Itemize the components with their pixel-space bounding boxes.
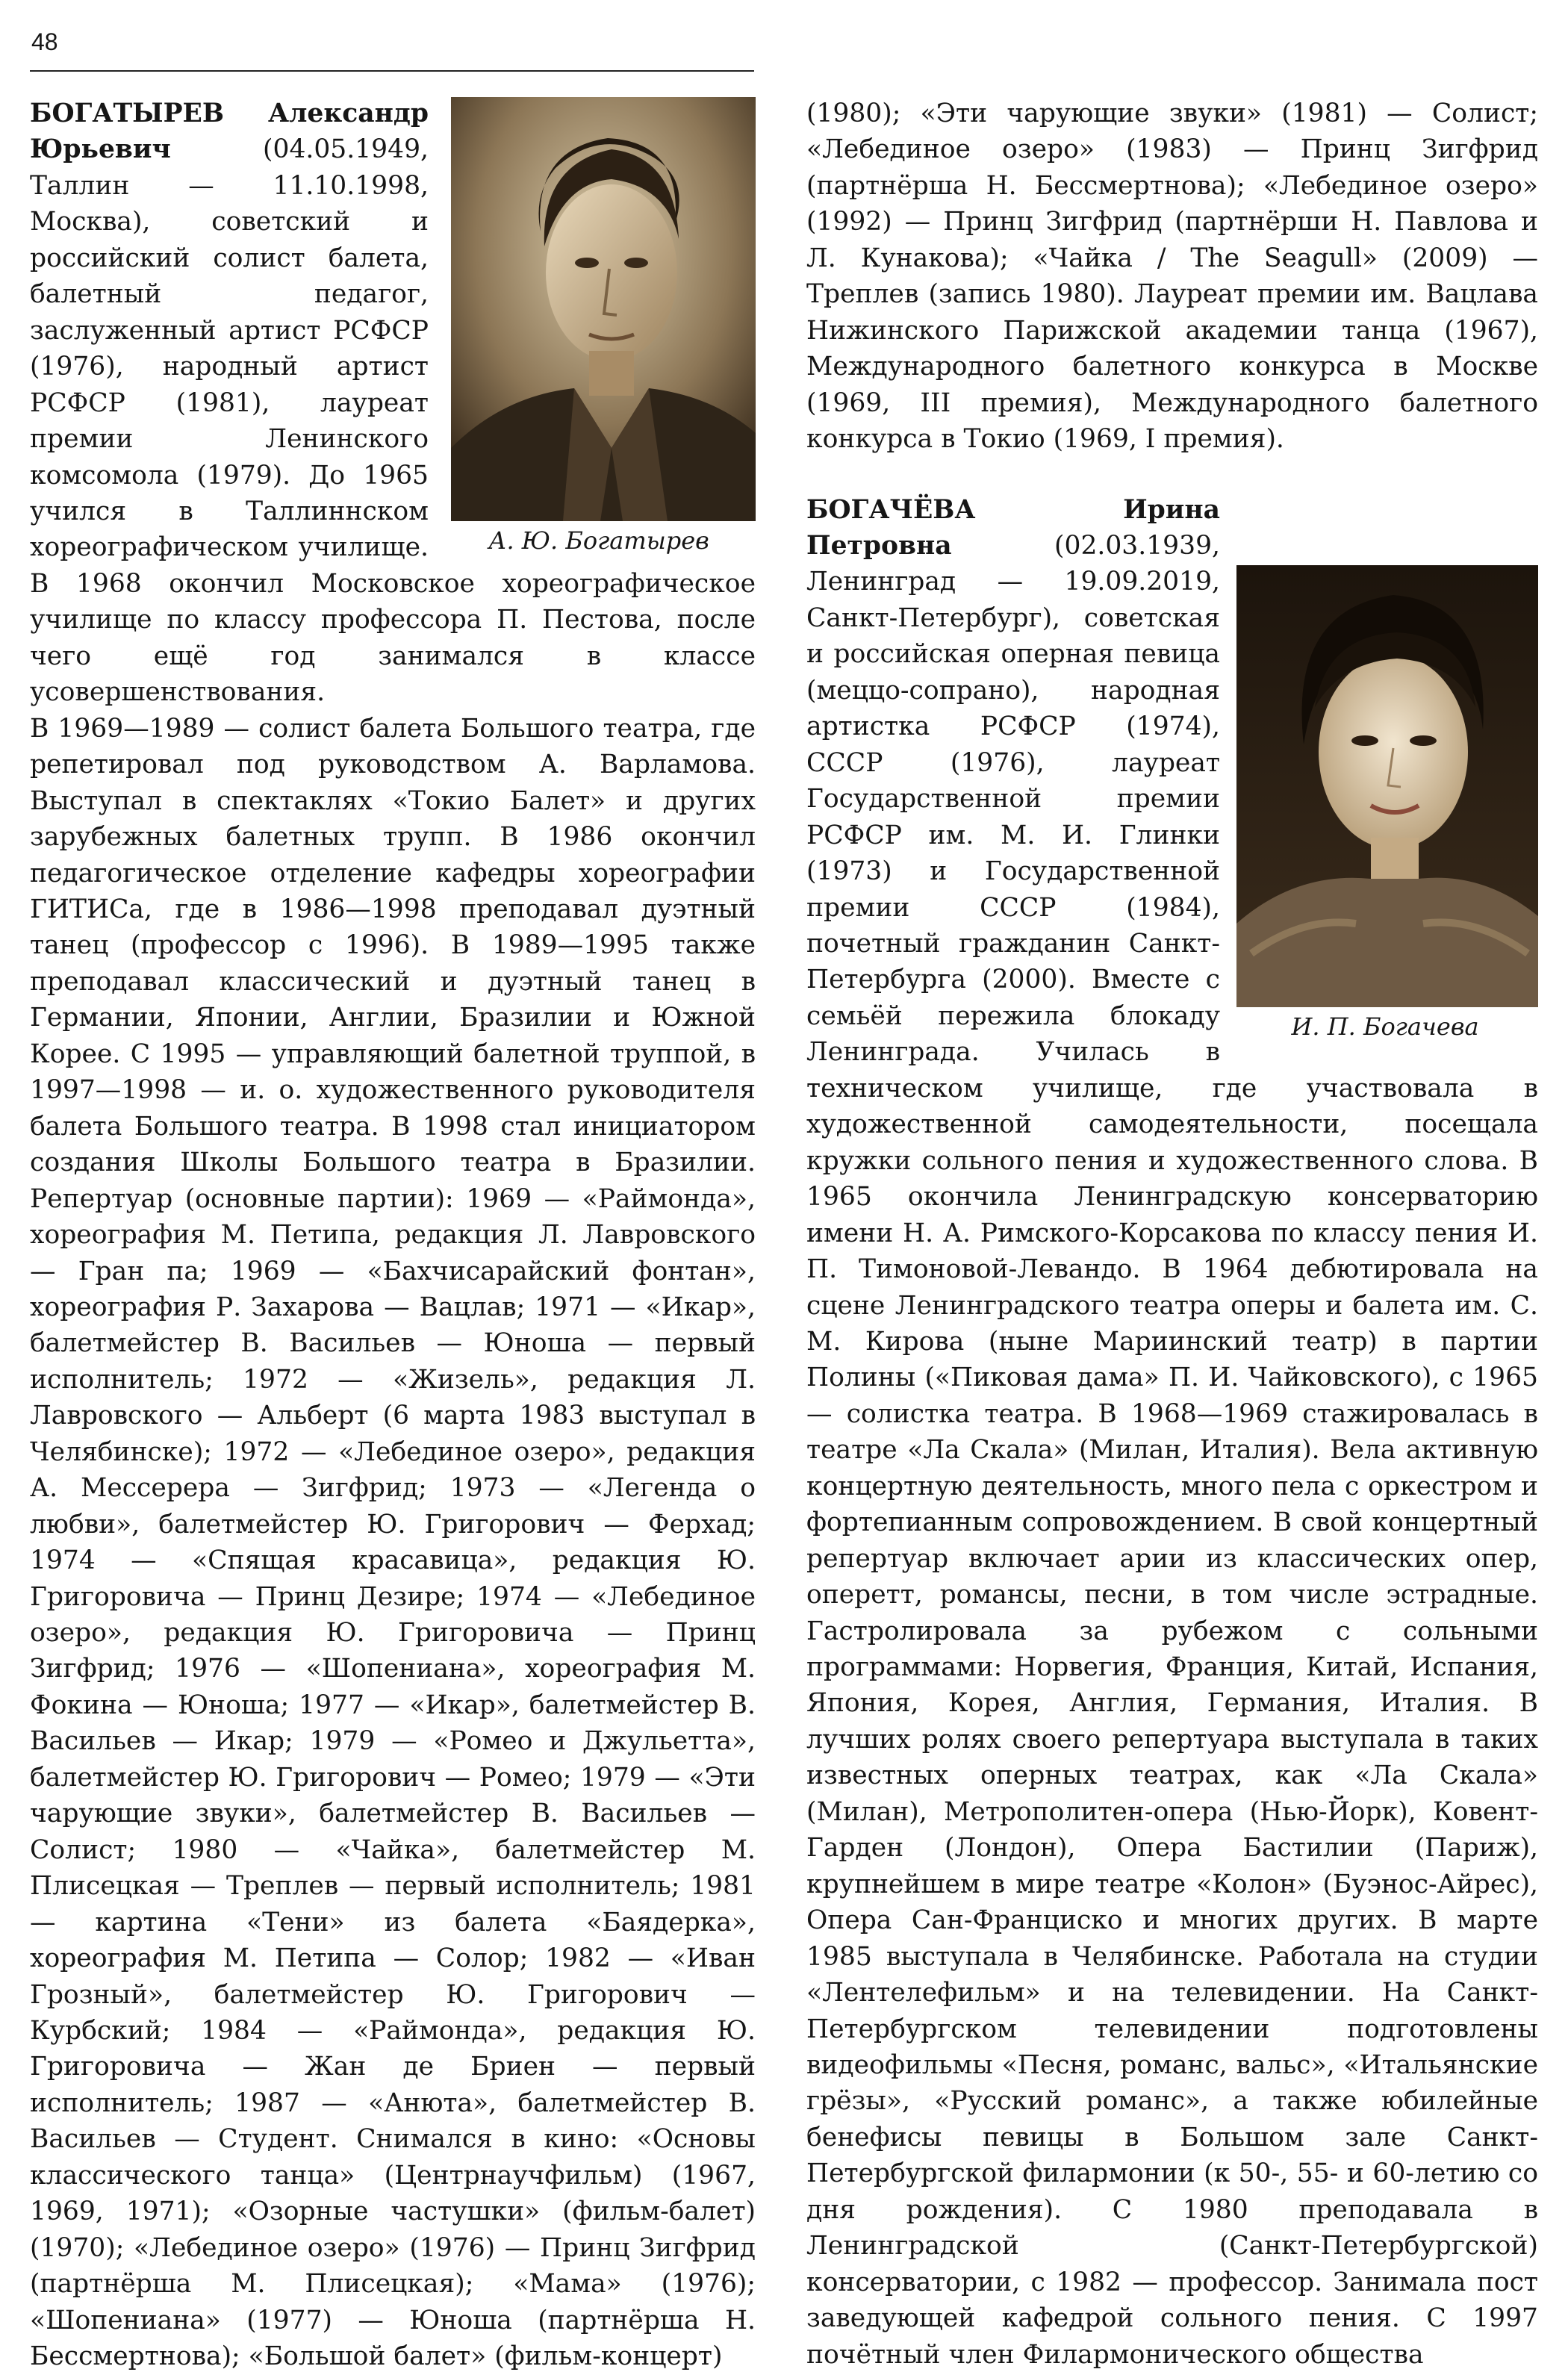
entry-bogatyrev-body: В 1969—1989 — солист балета Большого театра, где репетировал под руководством А. Варламова. Выступал в спектаклях «Токио Балет» и других зарубежных балетных трупп. В 1986 окончил педагогическое отделение кафедры хореографии ГИТИСа, где в 1986—1998 преподавал дуэтный танец (профессор с 1996). В 1989—1995 также преподавал классический и дуэтный танец в Германии, Японии, Англии, Бразилии и Южной Корее. С 1995 — управляющий балетной труппой, в 1997—1998 — и. о. художественного руководителя балета Большого театра. В 1998 стал инициатором создания Школы Большого театра в Бразилии. Репертуар (основные партии): 1969 — «Раймонда», хореография М. Петипа, редакция Л. Лавровского — Гран па; 1969 — «Бахчисарайский фонтан», хореография Р. Захарова — Вацлав; 1971 — «Икар», балетмейстер В. Васильев — Юноша — первый исполнитель; 1972 — «Жизель», редакция Л. Лавровского — Альберт (6 марта 1983 выступал в Челябинске); 1972 — «Лебединое озеро», редакция А. Мессерера — Зигфрид; 1973 — «Легенда о любви», балетмейстер Ю. Григорович — Ферхад; 1974 — «Спящая красавица», редакция Ю. Григоровича — Принц Дезире; 1974 — «Лебединое озеро», редакция Ю. Григоровича — Принц Зигфрид; 1976 — «Шопениана», хореография М. Фокина — Юноша; 1977 — «Икар», балетмейстер В. Васильев — Икар; 1979 — «Ромео и Джульетта», балетмейстер Ю. Григорович — Ромео; 1979 — «Эти чарующие звуки», балетмейстер В. Васильев — Солист; 1980 — «Чайка», балетмейстер М. Плисецкая — Треплев — первый исполнитель; 1981 — картина «Тени» из балета «Баядерка», хореография М. Петипа — Солор; 1982 — «Иван Грозный», балетмейстер Ю. Григорович — Курбский; 1984 — «Раймонда», редакция Ю. Григоровича — Жан де Бриен — первый исполнитель; 1987 — «Анюта», балетмейстер В. Васильев — Студент. Снимался в кино: «Основы классического танца» (Центрнаучфильм) (1967, 1969, 1971); «Озорные частушки» (фильм-балет) (1970); «Лебединое озеро» (1976) — Принц Зигфрид (партнёрша М. Плисецкая); «Мама» (1976); «Шопениана» (1977) — Юноша (партнёрша Н. Бессмертнова); «Большой балет» (фильм-концерт) — [30, 713, 756, 2372]
photo-caption-bogacheva: И. П. Богачева — [1291, 1012, 1479, 1041]
portrait-photo-bogatyrev — [451, 97, 756, 521]
entry-title-bogatyrev: БОГАТЫРЕВ Александр Юрьевич — [30, 99, 429, 165]
page-number: 48 — [31, 28, 58, 55]
figure-bogacheva — [1232, 565, 1538, 1043]
right-column — [806, 96, 1538, 2373]
photo-caption-bogatyrev: А. Ю. Богатырев — [488, 526, 709, 555]
entry-bogatyrev-intro-text: (04.05.1949, Таллин — 11.10.1998, Москва), советский и российский солист балета, балетный педагог, заслуженный артист РСФСР (1976), народный артист РСФСР (1981), лауреат премии Ленинского комсомола (1979). До 1965 учился в Таллиннском хореографическом училище. В 1968 окончил Московское хореографическое училище по классу профессора П. Пестова, после чего ещё год занимался в классе усовершенствования. — [30, 134, 756, 708]
entry-bogatyrev-continuation: (1980); «Эти чарующие звуки» (1981) — Солист; «Лебединое озеро» (1983) — Принц Зигфрид (партнёрша Н. Бессмертнова); «Лебединое озеро» (1992) — Принц Зигфрид (партнёрши Н. Павлова и Л. Кунакова); «Чайка / The Seagull» (2009) — Треплев (запись 1980). Лауреат премии им. Вацлава Нижинского Парижской академии танца (1967), Международного балетного конкурса в Москве (1969, III премия), Международного балетного конкурса в Токио (1969, I премия). — [806, 99, 1538, 455]
portrait-photo-bogacheva — [1236, 565, 1538, 1007]
left-column — [30, 96, 756, 2375]
entry-title-bogacheva: БОГАЧЁВА Ирина Петровна — [806, 494, 1220, 561]
figure-bogatyrev — [442, 97, 756, 557]
entry-bogacheva-text-body: (02.03.1939, Ленинград — 19.09.2019, Санкт-Петербург), советская и российская оперная певица (меццо-сопрано), народная артистка РСФСР (1974), СССР (1976), лауреат Государственной премии РСФСР им. М. И. Глинки (1973) и Государственной премии СССР (1984), почетный гражданин Санкт-Петербурга (2000). Вместе с семьёй пережила блокаду Ленинграда. Училась в техническом училище, где участвовала в художественной самодеятельности, посещала кружки сольного пения и художественного слова. В 1965 окончила Ленинградскую консерваторию имени Н. А. Римского-Корсакова по классу пения И. П. Тимоновой-Левандо. В 1964 дебютировала на сцене Ленинградского театра оперы и балета им. С. М. Кирова (ныне Мариинский театр) в партии Полины («Пиковая дама» П. И. Чайковского), с 1965 — солистка театра. В 1968—1969 стажировалась в театре «Ла Скала» (Милан, Италия). Вела активную концертную деятельность, много пела с оркестром и фортепианным сопровождением. В свой концертный репертуар включает арии из классических опер, оперетт, романсы, песни, в том числе эстрадные. Гастролировала за рубежом с сольными программами: Норвегия, Франция, Китай, Испания, Япония, Корея, Англия, Германия, Италия. В лучших ролях своего репертуара выступала в таких известных оперных театрах, как «Ла Скала» (Милан), Метрополитен-опера (Нью-Йорк), Ковент-Гарден (Лондон), Опера Бастилии (Париж), крупнейшем в мире театре «Колон» (Буэнос-Айрес), Опера Сан-Франциско и многих других. В марте 1985 выступала в Челябинске. Работала на студии «Лентелефильм» и на телевидении. На Санкт-Петербургском телевидении подготовлены видеофильмы «Песня, романс, вальс», «Итальянские грёзы», «Русский романс», а также юбилейные бенефисы певицы в Большом зале Санкт-Петербургской филармонии (к 50-, 55- и 60-летию со дня рождения). С 1980 преподавала в Ленинградской (Санкт-Петербургской) консерватории, с 1982 — профессор. Занимала пост заведующей кафедрой сольного пения. С 1997 почётный член Филармонического общества — [806, 530, 1538, 2370]
header-rule — [30, 70, 754, 72]
entry-separator — [806, 458, 1538, 492]
